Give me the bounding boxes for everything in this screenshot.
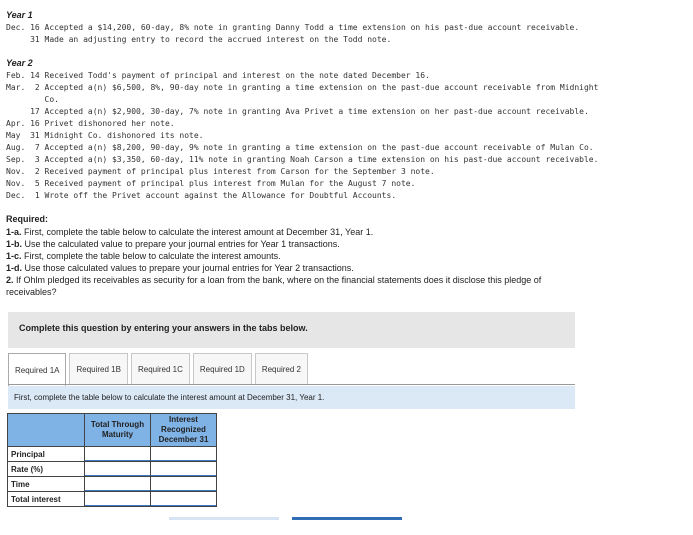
tab-required-1d[interactable]: Required 1D — [193, 353, 252, 384]
required-item — [6, 286, 57, 298]
instructions-banner: Complete this question by entering your answers in the tabs below. — [8, 312, 575, 348]
table-header-row — [8, 414, 217, 447]
principal-recognized-input[interactable] — [151, 447, 216, 461]
principal-recognized-cell[interactable] — [151, 447, 217, 462]
table-row — [8, 492, 217, 507]
time-recognized-cell[interactable] — [151, 477, 217, 492]
year-2-transaction: Nov. 5 Received payment of principal plus interest from Mulan for the August 7 note. — [6, 179, 416, 188]
year-2-transaction: Co. — [6, 95, 59, 104]
table-row — [8, 447, 217, 462]
column-header-interest-recognized: Interest Recognized December 31 — [151, 414, 217, 447]
time-total-cell[interactable] — [85, 477, 151, 492]
year-1-transaction: Dec. 16 Accepted a $14,200, 60-day, 8% note in granting Danny Todd a time extension on his past-due account receivable. — [6, 23, 580, 32]
required-tag: 2. — [6, 275, 14, 285]
required-tag: 1-a. — [6, 227, 22, 237]
time-total-input[interactable] — [85, 477, 150, 491]
column-header-total-through-maturity: Total Through Maturity — [85, 414, 151, 447]
answer-tabs — [8, 353, 311, 384]
prev-tab-button[interactable] — [169, 517, 279, 520]
tab-required-2[interactable]: Required 2 — [255, 353, 308, 384]
row-label-principal: Principal — [8, 447, 85, 462]
required-tag: 1-c. — [6, 251, 22, 261]
year-2-transaction: May 31 Midnight Co. dishonored its note. — [6, 131, 204, 140]
year-2-transaction: Feb. 14 Received Todd's payment of principal and interest on the note dated December 16. — [6, 71, 430, 80]
rate-recognized-input[interactable] — [151, 462, 216, 476]
year-2-transaction: Apr. 16 Privet dishonored her note. — [6, 119, 175, 128]
required-item — [6, 250, 281, 262]
total-interest-recognized-input[interactable] — [151, 492, 216, 506]
tab-required-1c[interactable]: Required 1C — [131, 353, 190, 384]
principal-total-input[interactable] — [85, 447, 150, 461]
rate-total-input[interactable] — [85, 462, 150, 476]
required-text: First, complete the table below to calculate the interest amounts. — [21, 251, 281, 261]
table-corner — [8, 414, 85, 447]
row-label-rate: Rate (%) — [8, 462, 85, 477]
row-label-time: Time — [8, 477, 85, 492]
rate-recognized-cell[interactable] — [151, 462, 217, 477]
tab-instruction: First, complete the table below to calculate the interest amount at December 31, Year 1. — [8, 386, 575, 409]
tab-required-1a[interactable]: Required 1A — [8, 353, 66, 386]
tab-divider — [8, 384, 575, 385]
next-tab-button[interactable] — [292, 517, 402, 520]
required-item — [6, 274, 541, 286]
year-2-transaction: Sep. 3 Accepted a(n) $3,350, 60-day, 11% note in granting Noah Carson a time extension on his past-due account receivable. — [6, 155, 599, 164]
time-recognized-input[interactable] — [151, 477, 216, 491]
total-interest-total-input[interactable] — [85, 492, 150, 506]
total-interest-total-cell[interactable] — [85, 492, 151, 507]
year-2-heading: Year 2 — [6, 58, 33, 68]
total-interest-recognized-cell[interactable] — [151, 492, 217, 507]
row-label-total-interest: Total interest — [8, 492, 85, 507]
required-text: Use the calculated value to prepare your journal entries for Year 1 transactions. — [22, 239, 340, 249]
required-text: If Ohlm pledged its receivables as security for a loan from the bank, where on the financial statements does it disclose this pledge of — [13, 275, 542, 285]
required-tag: 1-b. — [6, 239, 23, 249]
interest-calculation-table — [7, 413, 217, 507]
table-row — [8, 462, 217, 477]
required-item — [6, 226, 373, 238]
year-2-transaction: Aug. 7 Accepted a(n) $8,200, 90-day, 9% note in granting a time extension on the past-due account receivable of Mulan Co. — [6, 143, 594, 152]
required-text: Use those calculated values to prepare your journal entries for Year 2 transactions. — [22, 263, 354, 273]
required-item — [6, 262, 354, 274]
year-2-transaction: Dec. 1 Wrote off the Privet account against the Allowance for Doubtful Accounts. — [6, 191, 397, 200]
year-2-transaction: Nov. 2 Received payment of principal plus interest from Carson for the September 3 note. — [6, 167, 435, 176]
required-text: First, complete the table below to calculate the interest amount at December 31, Year 1. — [21, 227, 374, 237]
year-2-transaction: Mar. 2 Accepted a(n) $6,500, 8%, 90-day note in granting a time extension on the past-due account receivable from Midnight — [6, 83, 599, 92]
year-1-transaction: 31 Made an adjusting entry to record the accrued interest on the Todd note. — [6, 35, 392, 44]
year-2-transaction: 17 Accepted a(n) $2,900, 30-day, 7% note in granting Ava Privet a time extension on her past-due account receivable. — [6, 107, 589, 116]
year-1-heading: Year 1 — [6, 10, 33, 20]
required-tag: 1-d. — [6, 263, 23, 273]
required-item — [6, 238, 340, 250]
principal-total-cell[interactable] — [85, 447, 151, 462]
rate-total-cell[interactable] — [85, 462, 151, 477]
table-row — [8, 477, 217, 492]
required-text: receivables? — [6, 287, 57, 297]
required-heading: Required: — [6, 214, 49, 224]
tab-required-1b[interactable]: Required 1B — [69, 353, 127, 384]
